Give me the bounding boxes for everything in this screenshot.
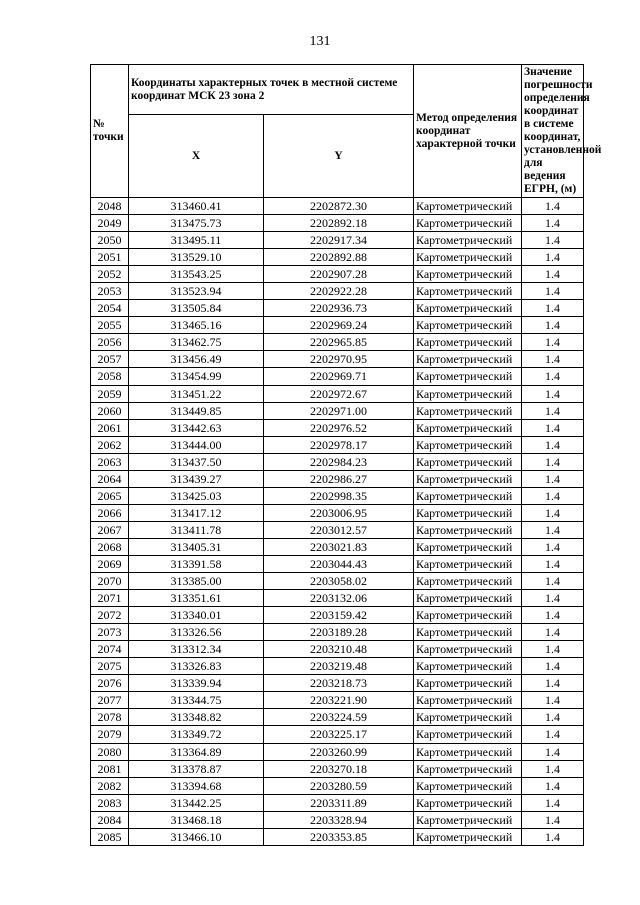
accuracy-cell: 1.4	[522, 334, 584, 351]
method-cell: Картометрический	[414, 590, 522, 607]
point-number-cell: 2068	[91, 538, 129, 555]
x-coordinate-cell: 313385.00	[129, 573, 264, 590]
method-cell: Картометрический	[414, 675, 522, 692]
x-coordinate-cell: 313442.25	[129, 794, 264, 811]
method-cell: Картометрический	[414, 777, 522, 794]
y-coordinate-cell: 2202998.35	[264, 487, 414, 504]
x-coordinate-cell: 313505.84	[129, 300, 264, 317]
method-cell: Картометрический	[414, 249, 522, 266]
x-coordinate-cell: 313437.50	[129, 453, 264, 470]
x-coordinate-cell: 313468.18	[129, 811, 264, 828]
table-row	[91, 590, 584, 607]
table-row	[91, 504, 584, 521]
accuracy-cell: 1.4	[522, 521, 584, 538]
accuracy-cell: 1.4	[522, 283, 584, 300]
point-number-cell: 2049	[91, 215, 129, 232]
point-number-cell: 2048	[91, 198, 129, 215]
x-coordinate-cell: 313312.34	[129, 641, 264, 658]
accuracy-cell: 1.4	[522, 675, 584, 692]
y-coordinate-cell: 2202872.30	[264, 198, 414, 215]
point-number-cell: 2066	[91, 504, 129, 521]
point-number-cell: 2050	[91, 232, 129, 249]
table-row	[91, 794, 584, 811]
method-cell: Картометрический	[414, 573, 522, 590]
x-coordinate-cell: 313405.31	[129, 538, 264, 555]
point-number-cell: 2070	[91, 573, 129, 590]
table-row	[91, 436, 584, 453]
y-coordinate-cell: 2203224.59	[264, 709, 414, 726]
point-number-cell: 2072	[91, 607, 129, 624]
accuracy-cell: 1.4	[522, 232, 584, 249]
header-y: Y	[264, 115, 414, 198]
y-coordinate-cell: 2203353.85	[264, 828, 414, 845]
x-coordinate-cell: 313326.56	[129, 624, 264, 641]
table-row	[91, 300, 584, 317]
y-coordinate-cell: 2202907.28	[264, 266, 414, 283]
x-coordinate-cell: 313348.82	[129, 709, 264, 726]
point-number-cell: 2079	[91, 726, 129, 743]
y-coordinate-cell: 2202922.28	[264, 283, 414, 300]
y-coordinate-cell: 2202936.73	[264, 300, 414, 317]
point-number-cell: 2052	[91, 266, 129, 283]
point-number-cell: 2051	[91, 249, 129, 266]
header-coordinates-group: Координаты характерных точек в местной системе координат МСК 23 зона 2	[129, 65, 414, 115]
y-coordinate-cell: 2203044.43	[264, 555, 414, 572]
header-accuracy: Значение погрешности определения координат в системе координат, установленной для ведения ЕГРН, (м)	[522, 65, 584, 198]
y-coordinate-cell: 2203058.02	[264, 573, 414, 590]
method-cell: Картометрический	[414, 419, 522, 436]
method-cell: Картометрический	[414, 726, 522, 743]
accuracy-cell: 1.4	[522, 368, 584, 385]
y-coordinate-cell: 2202965.85	[264, 334, 414, 351]
header-point-number: № точки	[91, 65, 129, 198]
point-number-cell: 2075	[91, 658, 129, 675]
method-cell: Картометрический	[414, 692, 522, 709]
table-row	[91, 385, 584, 402]
y-coordinate-cell: 2203210.48	[264, 641, 414, 658]
x-coordinate-cell: 313378.87	[129, 760, 264, 777]
x-coordinate-cell: 313495.11	[129, 232, 264, 249]
table-row	[91, 709, 584, 726]
method-cell: Картометрический	[414, 453, 522, 470]
table-row	[91, 283, 584, 300]
header-x: X	[129, 115, 264, 198]
accuracy-cell: 1.4	[522, 709, 584, 726]
x-coordinate-cell: 313460.41	[129, 198, 264, 215]
x-coordinate-cell: 313391.58	[129, 555, 264, 572]
accuracy-cell: 1.4	[522, 402, 584, 419]
point-number-cell: 2073	[91, 624, 129, 641]
method-cell: Картометрический	[414, 266, 522, 283]
x-coordinate-cell: 313394.68	[129, 777, 264, 794]
table-row	[91, 538, 584, 555]
point-number-cell: 2064	[91, 470, 129, 487]
accuracy-cell: 1.4	[522, 504, 584, 521]
method-cell: Картометрический	[414, 709, 522, 726]
y-coordinate-cell: 2203159.42	[264, 607, 414, 624]
table-row	[91, 368, 584, 385]
method-cell: Картометрический	[414, 641, 522, 658]
accuracy-cell: 1.4	[522, 658, 584, 675]
point-number-cell: 2071	[91, 590, 129, 607]
point-number-cell: 2059	[91, 385, 129, 402]
table-body	[91, 198, 584, 846]
x-coordinate-cell: 313449.85	[129, 402, 264, 419]
accuracy-cell: 1.4	[522, 419, 584, 436]
accuracy-cell: 1.4	[522, 317, 584, 334]
point-number-cell: 2053	[91, 283, 129, 300]
x-coordinate-cell: 313326.83	[129, 658, 264, 675]
method-cell: Картометрический	[414, 504, 522, 521]
method-cell: Картометрический	[414, 743, 522, 760]
table-row	[91, 828, 584, 845]
x-coordinate-cell: 313451.22	[129, 385, 264, 402]
accuracy-cell: 1.4	[522, 453, 584, 470]
table-row	[91, 402, 584, 419]
point-number-cell: 2056	[91, 334, 129, 351]
table-row	[91, 266, 584, 283]
method-cell: Картометрический	[414, 215, 522, 232]
accuracy-cell: 1.4	[522, 760, 584, 777]
point-number-cell: 2060	[91, 402, 129, 419]
y-coordinate-cell: 2203006.95	[264, 504, 414, 521]
table-row	[91, 573, 584, 590]
coordinates-table	[90, 64, 602, 846]
y-coordinate-cell: 2202892.88	[264, 249, 414, 266]
point-number-cell: 2063	[91, 453, 129, 470]
y-coordinate-cell: 2202892.18	[264, 215, 414, 232]
table-row	[91, 675, 584, 692]
y-coordinate-cell: 2203218.73	[264, 675, 414, 692]
accuracy-cell: 1.4	[522, 777, 584, 794]
accuracy-cell: 1.4	[522, 573, 584, 590]
accuracy-cell: 1.4	[522, 692, 584, 709]
accuracy-cell: 1.4	[522, 215, 584, 232]
point-number-cell: 2067	[91, 521, 129, 538]
accuracy-cell: 1.4	[522, 487, 584, 504]
method-cell: Картометрический	[414, 351, 522, 368]
x-coordinate-cell: 313411.78	[129, 521, 264, 538]
method-cell: Картометрический	[414, 538, 522, 555]
x-coordinate-cell: 313439.27	[129, 470, 264, 487]
table-row	[91, 453, 584, 470]
method-cell: Картометрический	[414, 760, 522, 777]
accuracy-cell: 1.4	[522, 555, 584, 572]
x-coordinate-cell: 313442.63	[129, 419, 264, 436]
x-coordinate-cell: 313349.72	[129, 726, 264, 743]
accuracy-cell: 1.4	[522, 385, 584, 402]
method-cell: Картометрический	[414, 198, 522, 215]
table-row	[91, 487, 584, 504]
point-number-cell: 2082	[91, 777, 129, 794]
point-number-cell: 2069	[91, 555, 129, 572]
x-coordinate-cell: 313523.94	[129, 283, 264, 300]
point-number-cell: 2065	[91, 487, 129, 504]
method-cell: Картометрический	[414, 470, 522, 487]
method-cell: Картометрический	[414, 232, 522, 249]
point-number-cell: 2080	[91, 743, 129, 760]
table-row	[91, 351, 584, 368]
y-coordinate-cell: 2202986.27	[264, 470, 414, 487]
table-row	[91, 317, 584, 334]
method-cell: Картометрический	[414, 487, 522, 504]
method-cell: Картометрический	[414, 658, 522, 675]
method-cell: Картометрический	[414, 368, 522, 385]
point-number-cell: 2084	[91, 811, 129, 828]
y-coordinate-cell: 2202978.17	[264, 436, 414, 453]
table-row	[91, 641, 584, 658]
x-coordinate-cell: 313339.94	[129, 675, 264, 692]
table-row	[91, 198, 584, 215]
y-coordinate-cell: 2202976.52	[264, 419, 414, 436]
point-number-cell: 2061	[91, 419, 129, 436]
accuracy-cell: 1.4	[522, 624, 584, 641]
x-coordinate-cell: 313351.61	[129, 590, 264, 607]
point-number-cell: 2058	[91, 368, 129, 385]
accuracy-cell: 1.4	[522, 811, 584, 828]
x-coordinate-cell: 313340.01	[129, 607, 264, 624]
table-row	[91, 555, 584, 572]
y-coordinate-cell: 2203270.18	[264, 760, 414, 777]
method-cell: Картометрический	[414, 283, 522, 300]
y-coordinate-cell: 2202972.67	[264, 385, 414, 402]
accuracy-cell: 1.4	[522, 198, 584, 215]
table-row	[91, 743, 584, 760]
method-cell: Картометрический	[414, 402, 522, 419]
x-coordinate-cell: 313465.16	[129, 317, 264, 334]
y-coordinate-cell: 2203012.57	[264, 521, 414, 538]
x-coordinate-cell: 313364.89	[129, 743, 264, 760]
point-number-cell: 2081	[91, 760, 129, 777]
accuracy-cell: 1.4	[522, 726, 584, 743]
method-cell: Картометрический	[414, 828, 522, 845]
accuracy-cell: 1.4	[522, 436, 584, 453]
table-row	[91, 760, 584, 777]
x-coordinate-cell: 313475.73	[129, 215, 264, 232]
table-row	[91, 607, 584, 624]
x-coordinate-cell: 313529.10	[129, 249, 264, 266]
method-cell: Картометрический	[414, 334, 522, 351]
accuracy-cell: 1.4	[522, 590, 584, 607]
page-number: 131	[309, 34, 331, 49]
table-row	[91, 811, 584, 828]
point-number-cell: 2062	[91, 436, 129, 453]
table-row	[91, 215, 584, 232]
method-cell: Картометрический	[414, 624, 522, 641]
table-row	[91, 624, 584, 641]
accuracy-cell: 1.4	[522, 538, 584, 555]
point-number-cell: 2083	[91, 794, 129, 811]
accuracy-cell: 1.4	[522, 351, 584, 368]
point-number-cell: 2085	[91, 828, 129, 845]
y-coordinate-cell: 2203225.17	[264, 726, 414, 743]
x-coordinate-cell: 313425.03	[129, 487, 264, 504]
y-coordinate-cell: 2202917.34	[264, 232, 414, 249]
x-coordinate-cell: 313344.75	[129, 692, 264, 709]
accuracy-cell: 1.4	[522, 743, 584, 760]
method-cell: Картометрический	[414, 811, 522, 828]
table-row	[91, 726, 584, 743]
accuracy-cell: 1.4	[522, 641, 584, 658]
accuracy-cell: 1.4	[522, 300, 584, 317]
method-cell: Картометрический	[414, 555, 522, 572]
x-coordinate-cell: 313456.49	[129, 351, 264, 368]
method-cell: Картометрический	[414, 521, 522, 538]
point-number-cell: 2057	[91, 351, 129, 368]
y-coordinate-cell: 2203219.48	[264, 658, 414, 675]
table-row	[91, 692, 584, 709]
y-coordinate-cell: 2203221.90	[264, 692, 414, 709]
y-coordinate-cell: 2203132.06	[264, 590, 414, 607]
point-number-cell: 2054	[91, 300, 129, 317]
point-number-cell: 2078	[91, 709, 129, 726]
method-cell: Картометрический	[414, 317, 522, 334]
method-cell: Картометрический	[414, 794, 522, 811]
point-number-cell: 2077	[91, 692, 129, 709]
method-cell: Картометрический	[414, 607, 522, 624]
table-row	[91, 521, 584, 538]
x-coordinate-cell: 313417.12	[129, 504, 264, 521]
y-coordinate-cell: 2203021.83	[264, 538, 414, 555]
table-row	[91, 334, 584, 351]
accuracy-cell: 1.4	[522, 266, 584, 283]
accuracy-cell: 1.4	[522, 470, 584, 487]
x-coordinate-cell: 313454.99	[129, 368, 264, 385]
x-coordinate-cell: 313543.25	[129, 266, 264, 283]
y-coordinate-cell: 2202984.23	[264, 453, 414, 470]
y-coordinate-cell: 2203328.94	[264, 811, 414, 828]
y-coordinate-cell: 2202970.95	[264, 351, 414, 368]
point-number-cell: 2055	[91, 317, 129, 334]
point-number-cell: 2076	[91, 675, 129, 692]
accuracy-cell: 1.4	[522, 828, 584, 845]
table-row	[91, 419, 584, 436]
table-row	[91, 249, 584, 266]
header-method: Метод определения координат характерной точки	[414, 65, 522, 198]
y-coordinate-cell: 2203280.59	[264, 777, 414, 794]
x-coordinate-cell: 313462.75	[129, 334, 264, 351]
method-cell: Картометрический	[414, 436, 522, 453]
accuracy-cell: 1.4	[522, 249, 584, 266]
table-row	[91, 658, 584, 675]
accuracy-cell: 1.4	[522, 794, 584, 811]
table-row	[91, 777, 584, 794]
point-number-cell: 2074	[91, 641, 129, 658]
x-coordinate-cell: 313466.10	[129, 828, 264, 845]
method-cell: Картометрический	[414, 300, 522, 317]
table-row	[91, 470, 584, 487]
y-coordinate-cell: 2203311.89	[264, 794, 414, 811]
accuracy-cell: 1.4	[522, 607, 584, 624]
y-coordinate-cell: 2202969.24	[264, 317, 414, 334]
y-coordinate-cell: 2203260.99	[264, 743, 414, 760]
table-row	[91, 232, 584, 249]
method-cell: Картометрический	[414, 385, 522, 402]
x-coordinate-cell: 313444.00	[129, 436, 264, 453]
y-coordinate-cell: 2203189.28	[264, 624, 414, 641]
y-coordinate-cell: 2202969.71	[264, 368, 414, 385]
y-coordinate-cell: 2202971.00	[264, 402, 414, 419]
